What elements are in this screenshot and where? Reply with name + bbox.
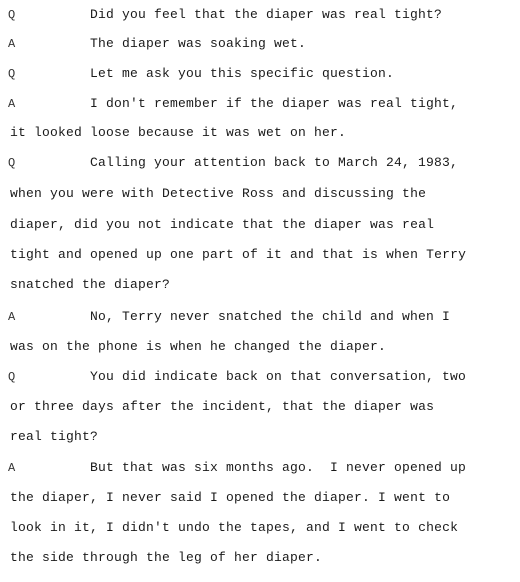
question-continuation-line: or three days after the incident, that the diaper was [10, 399, 435, 414]
a-marker: A [8, 461, 16, 475]
a-marker: A [8, 37, 16, 51]
question-line: You did indicate back on that conversation, two [90, 369, 467, 384]
question-continuation-line: real tight? [10, 429, 99, 444]
q-marker: Q [8, 370, 16, 384]
question-line: Let me ask you this specific question. [90, 66, 395, 81]
answer-line: No, Terry never snatched the child and when I [90, 309, 451, 324]
answer-line: I don't remember if the diaper was real tight, [90, 96, 459, 111]
answer-line: But that was six months ago. I never opened up [90, 460, 467, 475]
question-continuation-line: snatched the diaper? [10, 277, 171, 292]
answer-continuation-line: look in it, I didn't undo the tapes, and I went to check [10, 520, 459, 535]
question-line: Did you feel that the diaper was real tight? [90, 7, 443, 22]
q-marker: Q [8, 67, 16, 81]
question-line: Calling your attention back to March 24, 1983, [90, 155, 459, 170]
question-continuation-line: when you were with Detective Ross and discussing the [10, 186, 427, 201]
answer-continuation-line: was on the phone is when he changed the diaper. [10, 339, 387, 354]
answer-continuation-line: it looked loose because it was wet on her. [10, 125, 347, 140]
answer-line: The diaper was soaking wet. [90, 36, 307, 51]
q-marker: Q [8, 8, 16, 22]
question-continuation-line: diaper, did you not indicate that the diaper was real [10, 217, 435, 232]
answer-continuation-line: the side through the leg of her diaper. [10, 550, 323, 565]
q-marker: Q [8, 156, 16, 170]
answer-continuation-line: the diaper, I never said I opened the diaper. I went to [10, 490, 451, 505]
question-continuation-line: tight and opened up one part of it and that is when Terry [10, 247, 467, 262]
a-marker: A [8, 97, 16, 111]
a-marker: A [8, 310, 16, 324]
